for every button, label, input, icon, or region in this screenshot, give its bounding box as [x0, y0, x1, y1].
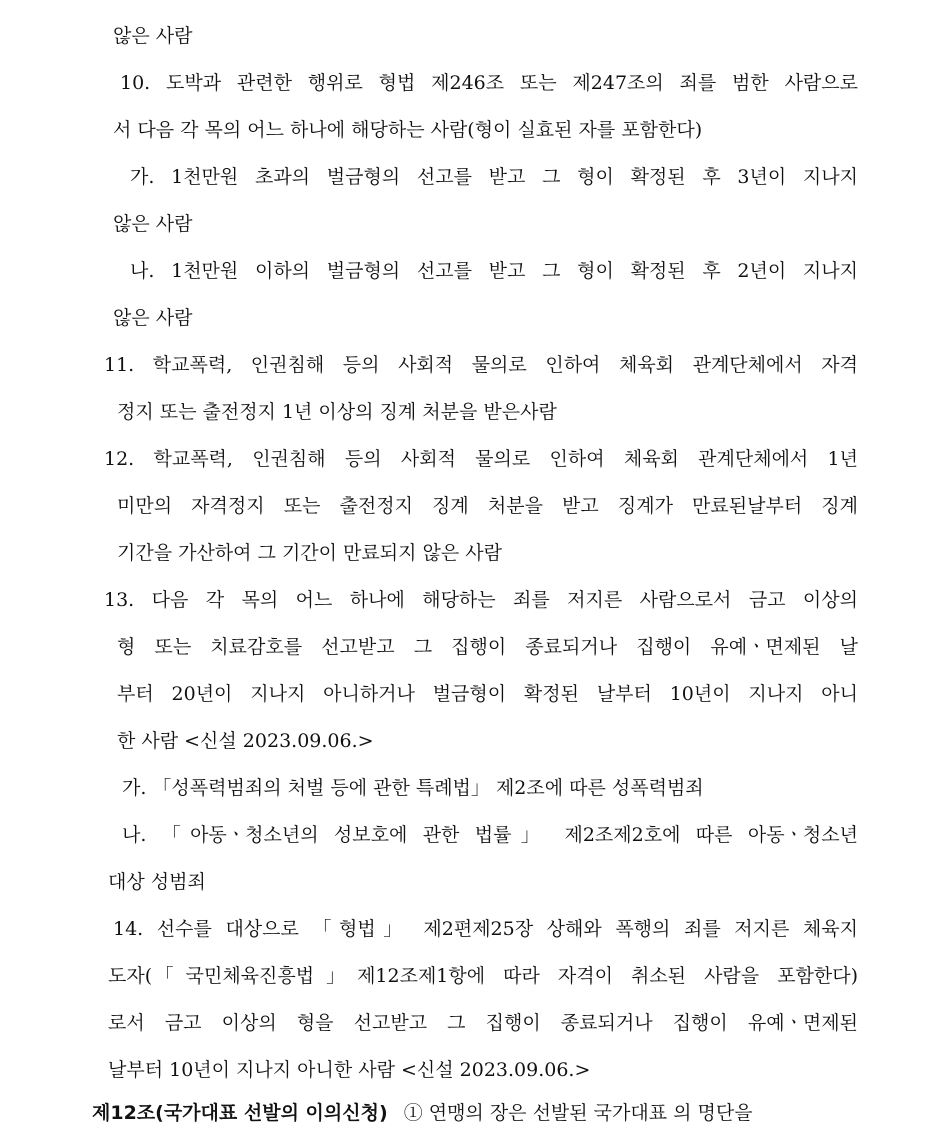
- item-11-line-1: 11. 학교폭력, 인권침해 등의 사회적 물의로 인하여 체육회 관계단체에서 자격: [104, 354, 858, 376]
- item-10-ga-line-1: 가. 1천만원 초과의 벌금형의 선고를 받고 그 형이 확정된 후 3년이 지나지: [130, 166, 858, 188]
- item-13-na-line-2: 대상 성범죄: [108, 871, 206, 893]
- item-13-line-3: 부터 20년이 지나지 아니하거나 벌금형이 확정된 날부터 10년이 지나지 아니: [117, 683, 858, 705]
- item-14-line-2: 도자(「국민체육진흥법」제12조제1항에 따라 자격이 취소된 사람을 포함한다): [108, 965, 858, 987]
- item-13-na-line-1: 나. 「아동ㆍ청소년의 성보호에 관한 법률」 제2조제2호에 따른 아동ㆍ청소년: [122, 824, 858, 846]
- item-13-ga: 가. 「성폭력범죄의 처벌 등에 관한 특례법」 제2조에 따른 성폭력범죄: [122, 777, 704, 799]
- item-14-line-3: 로서 금고 이상의 형을 선고받고 그 집행이 종료되거나 집행이 유예ㆍ면제된: [108, 1012, 858, 1034]
- item-12-line-2: 미만의 자격정지 또는 출전정지 징계 처분을 받고 징계가 만료된날부터 징계: [117, 495, 858, 517]
- item-14-line-1: 14. 선수를 대상으로 「형법」 제2편제25장 상해와 폭행의 죄를 저지른 체육지: [113, 918, 858, 940]
- item-12-line-1: 12. 학교폭력, 인권침해 등의 사회적 물의로 인하여 체육회 관계단체에서 1년: [104, 448, 858, 470]
- item-13-line-4: 한 사람 <신설 2023.09.06.>: [117, 730, 374, 752]
- item-12-line-3: 기간을 가산하여 그 기간이 만료되지 않은 사람: [117, 542, 502, 564]
- item-10-line-1: 10. 도박과 관련한 행위로 형법 제246조 또는 제247조의 죄를 범한 사람으로: [120, 72, 858, 94]
- article-heading: 제12조(국가대표 선발의 이의신청): [92, 1102, 388, 1124]
- item-13-line-2: 형 또는 치료감호를 선고받고 그 집행이 종료되거나 집행이 유예ㆍ면제된 날: [117, 636, 858, 658]
- item-13-line-1: 13. 다음 각 목의 어느 하나에 해당하는 죄를 저지른 사람으로서 금고 이상의: [104, 589, 858, 611]
- item-10-na-line-2: 않은 사람: [113, 307, 193, 329]
- text-line-1: 않은 사람: [113, 25, 193, 47]
- item-10-ga-line-2: 않은 사람: [113, 213, 193, 235]
- item-10-na-line-1: 나. 1천만원 이하의 벌금형의 선고를 받고 그 형이 확정된 후 2년이 지나지: [130, 260, 858, 282]
- article-12-line: [92, 1100, 753, 1126]
- article-text: ① 연맹의 장은 선발된 국가대표 의 명단을: [403, 1102, 753, 1124]
- item-10-line-2: 서 다음 각 목의 어느 하나에 해당하는 사람(형이 실효된 자를 포함한다): [113, 119, 703, 141]
- item-11-line-2: 정지 또는 출전정지 1년 이상의 징계 처분을 받은사람: [117, 401, 557, 423]
- item-14-line-4: 날부터 10년이 지나지 아니한 사람 <신설 2023.09.06.>: [108, 1059, 591, 1081]
